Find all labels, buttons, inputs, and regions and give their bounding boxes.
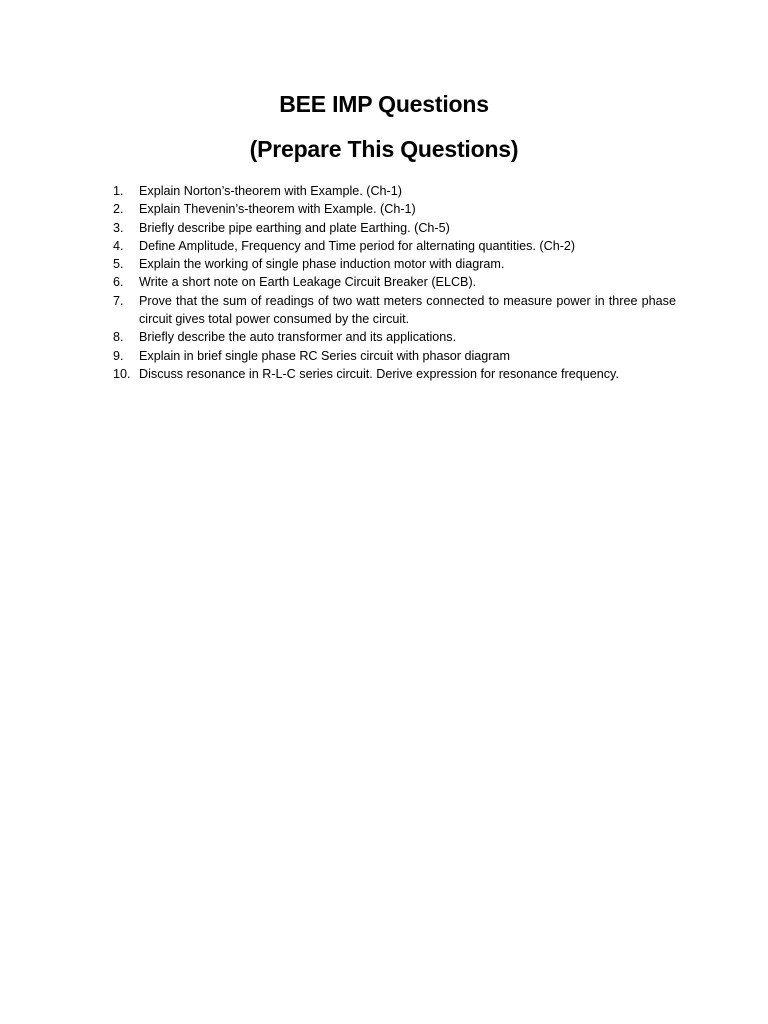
page-title: BEE IMP Questions (279, 91, 489, 117)
question-item (113, 328, 676, 346)
page-subtitle: (Prepare This Questions) (249, 136, 519, 162)
question-text: Briefly describe the auto transformer and its applications. (139, 330, 457, 345)
question-item (113, 182, 676, 200)
question-number: 5. (113, 257, 124, 272)
question-number: 10. (113, 366, 131, 381)
question-item (113, 237, 676, 255)
question-number: 8. (113, 330, 124, 345)
question-item (113, 347, 676, 365)
question-number: 6. (113, 275, 124, 290)
question-text: Discuss resonance in R-L-C series circuit. Derive expression for resonance frequency. (139, 366, 619, 381)
question-text: Briefly describe pipe earthing and plate Earthing. (Ch-5) (139, 220, 450, 235)
question-number: 9. (113, 348, 124, 363)
question-text: Explain Norton’s-theorem with Example. (Ch-1) (139, 184, 402, 198)
question-item (113, 200, 676, 218)
question-item (113, 273, 676, 291)
question-number: 4. (113, 238, 124, 253)
question-item (113, 255, 676, 273)
question-list (113, 182, 676, 383)
question-text: Explain in brief single phase RC Series circuit with phasor diagram (139, 348, 510, 363)
question-text: Explain Thevenin’s-theorem with Example. (Ch-1) (139, 202, 416, 217)
question-item (113, 292, 676, 329)
question-text: Prove that the sum of readings of two watt meters connected to measure power in three phase circuit gives total power consumed by the circuit. (139, 293, 676, 327)
question-number: 1. (113, 184, 124, 198)
question-number: 3. (113, 220, 124, 235)
question-text: Write a short note on Earth Leakage Circuit Breaker (ELCB). (139, 275, 477, 290)
question-item (113, 219, 676, 237)
question-item (113, 365, 676, 383)
question-number: 7. (113, 293, 124, 308)
question-text: Explain the working of single phase induction motor with diagram. (139, 257, 505, 272)
question-text: Define Amplitude, Frequency and Time period for alternating quantities. (Ch-2) (139, 238, 576, 253)
question-number: 2. (113, 202, 124, 217)
